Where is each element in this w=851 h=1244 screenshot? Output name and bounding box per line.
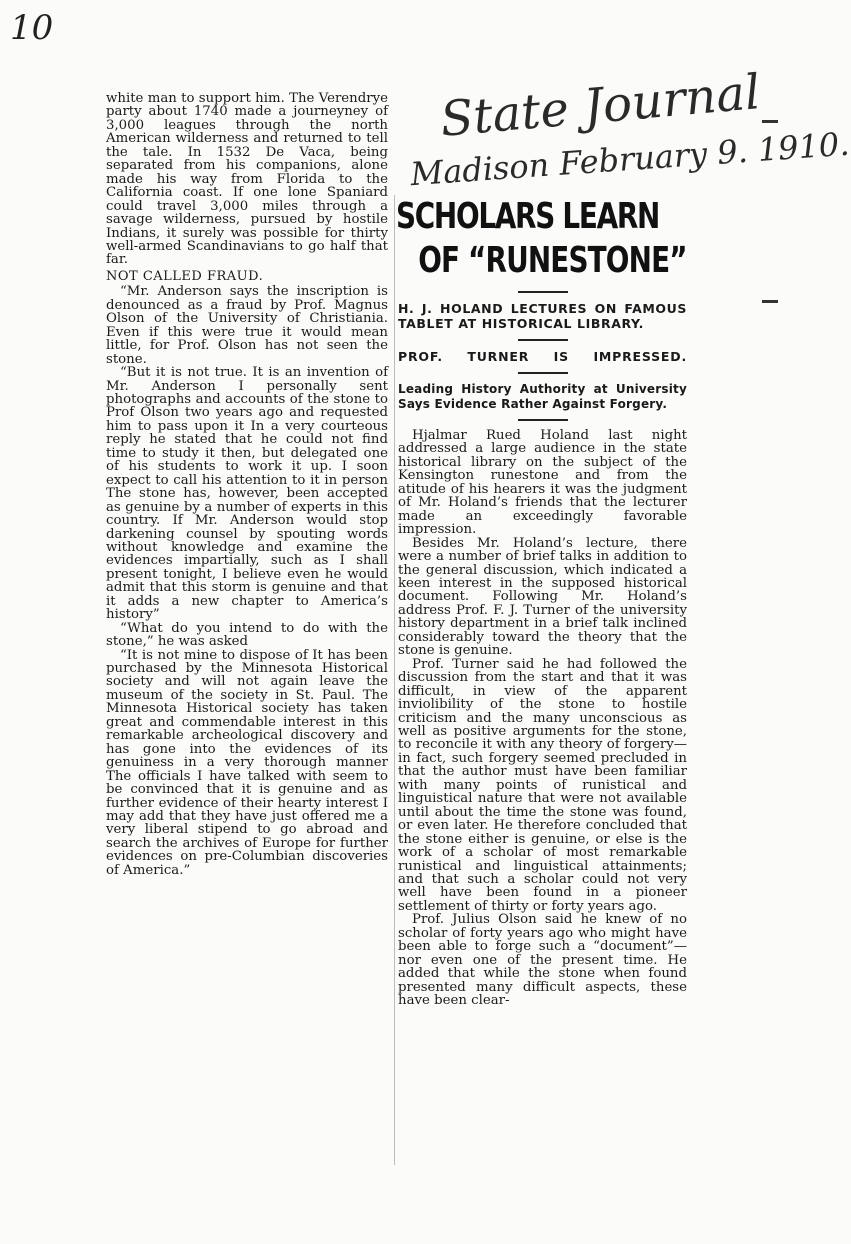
deck-2: PROF. TURNER IS IMPRESSED. <box>398 349 687 364</box>
right-paragraph-2: Besides Mr. Holand’s lecture, there were a number of brief talks in addition to the general discussion, which indicated a keen interest in the supposed historical document. Following Mr. Holand’s address Prof. F. J. Turner of the university history department in a brief talk inclined considerably toward the theory that the stone is genuine. <box>398 535 687 659</box>
left-column <box>106 92 388 877</box>
right-paragraph-1: Hjalmar Rued Holand last night addressed a large audience in the state historical library on the subject of the Kensington runestone and from the atitude of his hearers it was the judgment of Mr. Holand’s friends that the lecturer made an exceedingly favorable impression. <box>398 428 687 538</box>
column-divider <box>394 195 395 1165</box>
left-paragraph-5: “It is not mine to dispose of It has been purchased by the Minnesota Historical society and will not again leave the museum of the society in St. Paul. The Minnesota Historical society has taken great and commendable interest in this remarkable archeological discovery and has gone into the evidences of its genuiness in a very thorough manner The officials I have talked with seem to be convinced that it is genuine and as further evidence of their hearty interest I may add that they have just offered me a very liberal stipend to go abroad and search the archives of Europe for further evidences on pre-Columbian discoveries of America.” <box>106 647 388 878</box>
divider-rule <box>518 419 568 421</box>
handwritten-source: State Journal <box>438 64 763 148</box>
edge-mark <box>762 120 778 123</box>
left-paragraph-1: white man to support him. The Verendrye party about 1740 made a journeyney of 3,000 leagues through the north American wilderness and returned to tell the tale. In 1532 De Vaca, being separated from his companions, alone made his way from Florida to the California coast. If one lone Spaniard could travel 3,000 miles through a savage wilderness, pursued by hostile Indians, it surely was possible for thirty well-armed Scandinavians to go half that far. <box>106 91 388 268</box>
right-column <box>398 195 687 1007</box>
deck-1: H. J. HOLAND LECTURES ON FAMOUS TABLET AT HISTORICAL LIBRARY. <box>398 301 687 331</box>
right-paragraph-4: Prof. Julius Olson said he knew of no scholar of forty years ago who might have been able to forge such a “document”—nor even one of the present time. He added that while the stone when found presented many difficult aspects, these have been clear- <box>398 912 687 1009</box>
left-paragraph-4: “What do you intend to do with the stone,” he was asked <box>106 620 388 650</box>
left-paragraph-2: “Mr. Anderson says the inscription is denounced as a fraud by Prof. Magnus Olson of the University of Christiania. Even if this were true it would mean little, for Prof. Olson has not seen the stone. <box>106 284 388 367</box>
divider-rule <box>518 372 568 374</box>
left-subhead: NOT CALLED FRAUD. <box>106 268 264 284</box>
deck-3: Leading History Authority at University Says Evidence Rather Against Forgery. <box>398 382 687 411</box>
handwritten-date: Madison February 9. 1910. <box>409 124 851 194</box>
edge-mark <box>762 300 778 303</box>
headline-line-1: SCHOLARS LEARN <box>396 196 660 237</box>
page-number: 10 <box>10 8 54 48</box>
left-paragraph-3: “But it is not true. It is an invention of Mr. Anderson I personally sent photographs and accounts of the stone to Prof Olson two years ago and requested him to pass upon it In a very courteous reply he stated that he could not find time to study it then, but delegated one of his students to work it up. I soon expect to call his attention to it in person The stone has, however, been accepted as genuine by a number of experts in this country. If Mr. Anderson would stop darkening counsel by spouting words without knowledge and examine the evidences impartially, such as I shall present tonight, I believe even he would admit that this storm is genuine and that it adds a new chapter to America’s history” <box>106 365 388 623</box>
headline-line-2: OF “RUNESTONE” <box>418 240 687 281</box>
right-paragraph-3: Prof. Turner said he had followed the discussion from the start and that it was difficult, in view of the apparent inviolibility of the stone to hostile criticism and the many unconscious as well as positive arguments for the stone, to reconcile it with any theory of forgery—in fact, such forgery seemed precluded in that the author must have been familiar with many points of runistical and linguistical nature that were not available until about the time the stone was found, or even later. He therefore concluded that the stone either is genuine, or else is the work of a scholar of most remarkable runistical and linguistical attainments; and that such a scholar could not very well have been found in a pioneer settlement of thirty or forty years ago. <box>398 656 687 914</box>
divider-rule <box>518 339 568 341</box>
divider-rule <box>518 291 568 293</box>
